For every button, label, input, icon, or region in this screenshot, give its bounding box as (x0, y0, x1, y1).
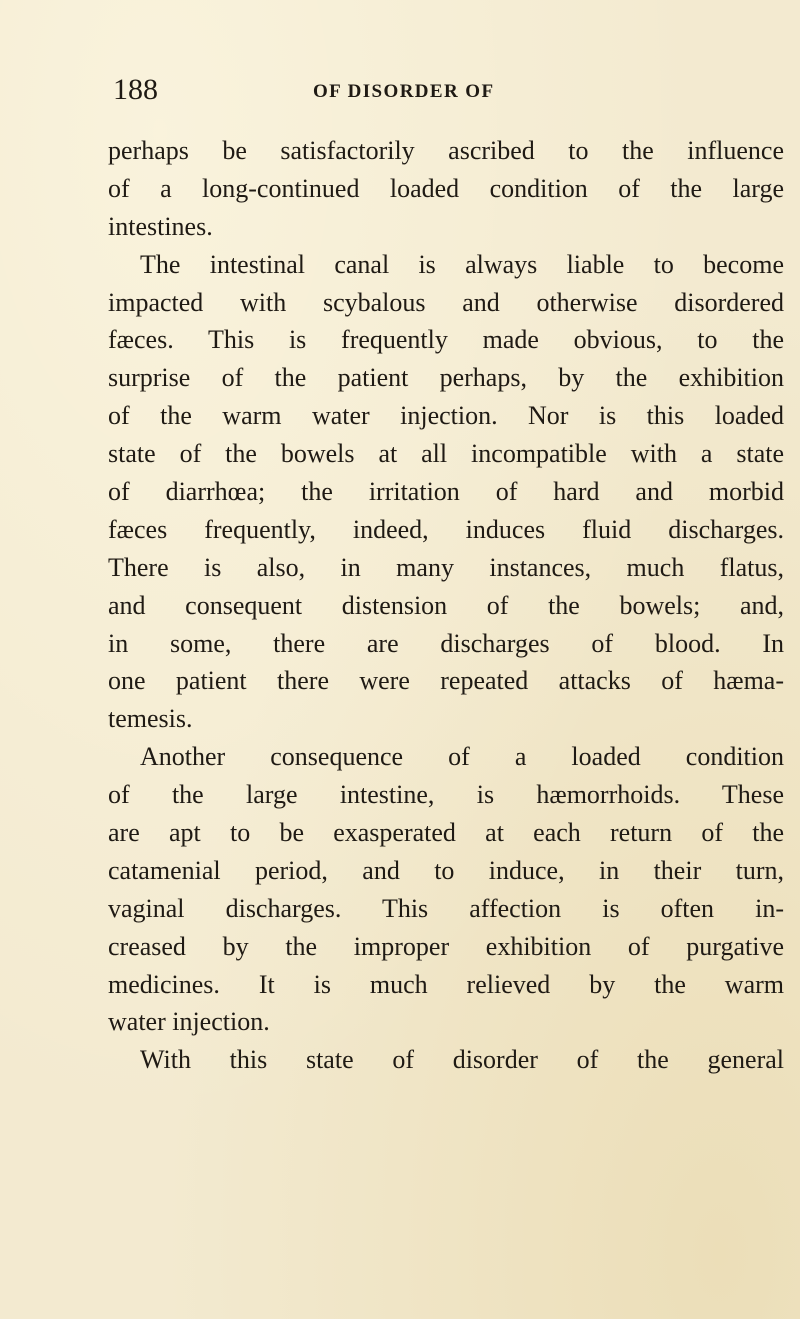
text-line: catamenial period, and to induce, in their turn, (108, 855, 784, 885)
running-head (113, 70, 740, 110)
text-line: fæces. This is frequently made obvious, to the (108, 325, 784, 355)
running-title: OF DISORDER OF (313, 81, 495, 102)
text-line: vaginal discharges. This affection is often in- (108, 893, 784, 923)
text-line: of the large intestine, is hæmorrhoids. These (108, 780, 784, 810)
text-line: fæces frequently, indeed, induces fluid discharges. (108, 514, 784, 544)
text-line: in some, there are discharges of blood. In (108, 628, 784, 658)
paragraph-first-line: The intestinal canal is always liable to become (140, 249, 784, 279)
text-line: There is also, in many instances, much flatus, (108, 552, 784, 582)
text-line: of a long-continued loaded condition of the large (108, 173, 784, 203)
text-line: are apt to be exasperated at each return of the (108, 818, 784, 848)
text-line: one patient there were repeated attacks of hæma- (108, 666, 784, 696)
text-line: temesis. (108, 704, 193, 734)
text-line: impacted with scybalous and otherwise disordered (108, 287, 784, 317)
text-line: water injection. (108, 1007, 270, 1037)
text-line: creased by the improper exhibition of purgative (108, 931, 784, 961)
text-line: perhaps be satisfactorily ascribed to the influence (108, 136, 784, 165)
text-line: of diarrhœa; the irritation of hard and morbid (108, 477, 784, 507)
text-line: medicines. It is much relieved by the warm (108, 969, 784, 999)
paragraph-first-line: With this state of disorder of the general (140, 1045, 784, 1075)
body-text (108, 132, 798, 1079)
text-line: and consequent distension of the bowels; and, (108, 590, 784, 620)
text-line: surprise of the patient perhaps, by the exhibition (108, 363, 784, 393)
text-line: of the warm water injection. Nor is this loaded (108, 401, 784, 431)
text-line: intestines. (108, 211, 213, 241)
page-number: 188 (113, 73, 158, 106)
paragraph-first-line: Another consequence of a loaded condition (140, 742, 784, 772)
text-line: state of the bowels at all incompatible with a state (108, 439, 784, 469)
